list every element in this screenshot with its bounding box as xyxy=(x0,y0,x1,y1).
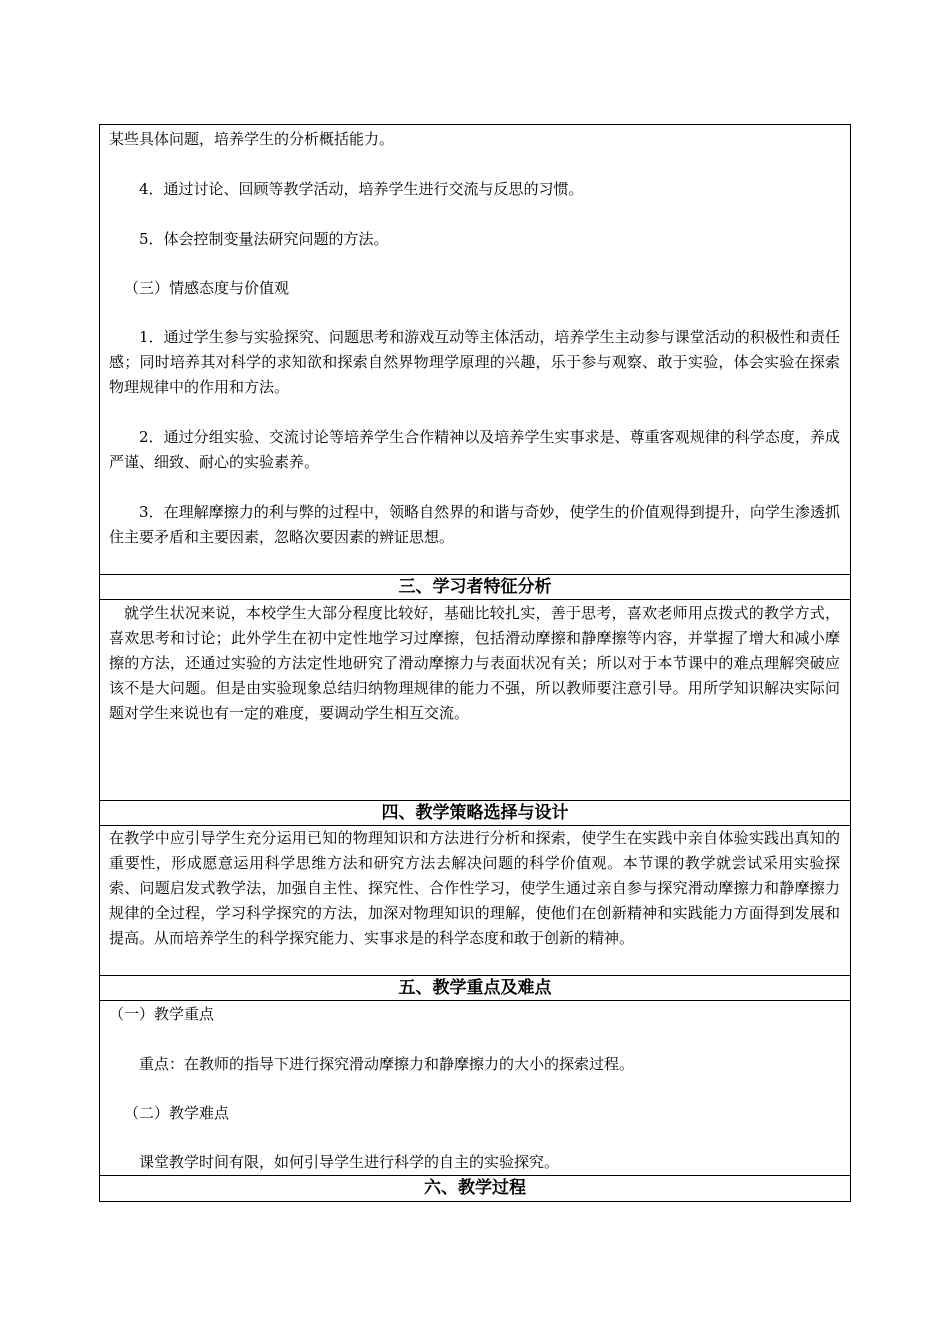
paragraph-difficulty: 课堂教学时间有限，如何引导学生进行科学的自主的实验探究。 xyxy=(139,1153,560,1171)
paragraph-learner-analysis: 就学生状况来说，本校学生大部分程度比较好，基础比较扎实，善于思考，喜欢老师用点拨式的教学方式，喜欢思考和讨论；此外学生在初中定性地学习过摩擦，包括滑动摩擦和静摩擦等内容，并掌握了增大和减小摩擦的方法，还通过实验的方法定性地研究了滑动摩擦力与表面状况有关；所以对于本节课中的难点理解突破应该不是大问题。但是由实验现象总结归纳物理规律的能力不强，所以教师要注意引导。用所学知识解决实际问题对学生来说也有一定的难度，要调动学生相互交流。 xyxy=(109,604,840,722)
subheading-key-points: （一）教学重点 xyxy=(109,1005,215,1023)
key-points-cell xyxy=(100,1001,850,1175)
paragraph-emotion-2: 2．通过分组实验、交流讨论等培养学生合作精神以及培养学生实事求是、尊重客观规律的科学态度，养成严谨、细致、耐心的实验素养。 xyxy=(109,428,840,471)
subheading-difficulties: （二）教学难点 xyxy=(124,1104,230,1122)
learner-analysis-cell xyxy=(100,600,850,800)
teaching-strategy-cell xyxy=(100,826,850,975)
subheading-emotion-values: （三）情感态度与价值观 xyxy=(124,279,290,297)
paragraph-key-point: 重点：在教师的指导下进行探究滑动摩擦力和静摩擦力的大小的探索过程。 xyxy=(139,1055,635,1073)
paragraph-objective-5: 5．体会控制变量法研究问题的方法。 xyxy=(139,230,389,248)
section-heading-key-points: 五、教学重点及难点 xyxy=(398,978,552,998)
paragraph-emotion-1: 1．通过学生参与实验探究、问题思考和游戏互动等主体活动，培养学生主动参与课堂活动的积极性和责任感；同时培养其对科学的求知欲和探索自然界物理学原理的兴趣，乐于参与观察、敢于实验，体会实验在探索物理规律中的作用和方法。 xyxy=(109,328,840,396)
paragraph-teaching-strategy: 在教学中应引导学生充分运用已知的物理知识和方法进行分析和探索，使学生在实践中亲自体验实践出真知的重要性，形成愿意运用科学思维方法和研究方法去解决问题的科学价值观。本节课的教学就尝试采用实验探索、问题启发式教学法，加强自主性、探究性、合作性学习，使学生通过亲自参与探究滑动摩擦力和静摩擦力规律的全过程，学习科学探究的方法，加深对物理知识的理解，使他们在创新精神和实践能力方面得到发展和提高。从而培养学生的科学探究能力、实事求是的科学态度和敢于创新的精神。 xyxy=(109,829,840,947)
objectives-cell xyxy=(100,125,850,574)
paragraph-objective-4: 4．通过讨论、回顾等教学活动，培养学生进行交流与反思的习惯。 xyxy=(139,180,584,198)
lesson-plan-table xyxy=(99,124,851,1202)
paragraph-analysis-ability: 某些具体问题，培养学生的分析概括能力。 xyxy=(109,130,395,148)
paragraph-emotion-3: 3．在理解摩擦力的利与弊的过程中，领略自然界的和谐与奇妙，使学生的价值观得到提升，向学生渗透抓住主要矛盾和主要因素，忽略次要因素的辨证思想。 xyxy=(109,503,840,546)
section-heading-teaching-strategy: 四、教学策略选择与设计 xyxy=(381,803,569,823)
section-heading-teaching-process: 六、教学过程 xyxy=(424,1178,526,1198)
section-heading-learner-analysis: 三、学习者特征分析 xyxy=(398,577,552,597)
